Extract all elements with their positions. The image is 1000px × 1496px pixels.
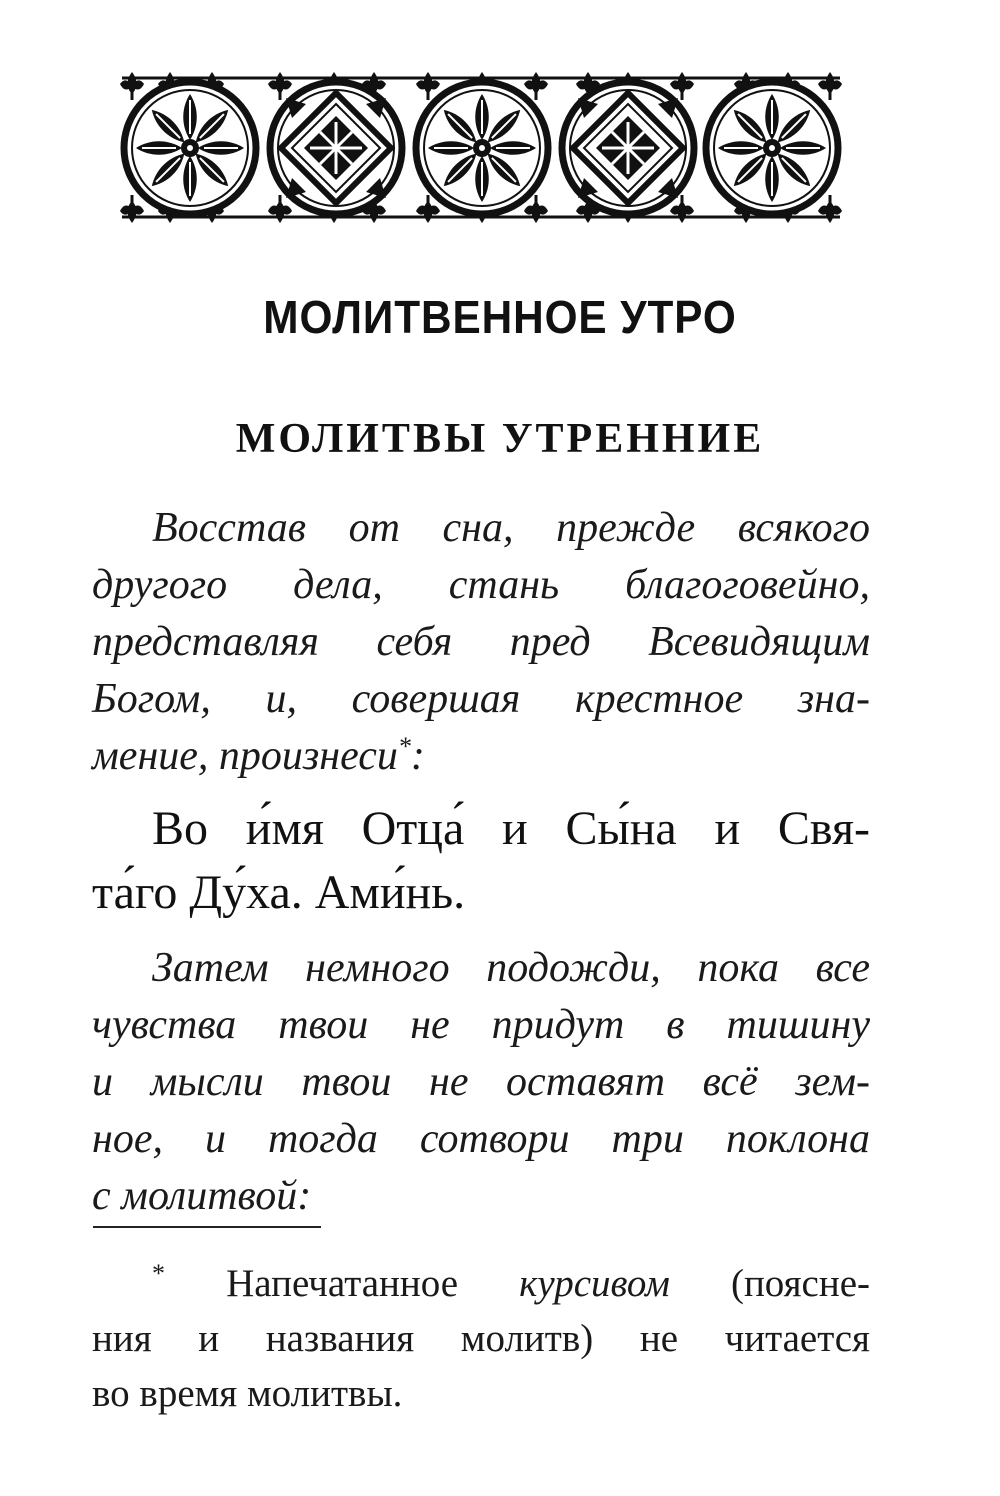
- text-line: Восстав от сна, прежде всякого: [152, 505, 870, 551]
- ornament-band-icon: [120, 70, 842, 225]
- footnote-line: [92, 1256, 870, 1311]
- text-line: с молитвой:: [92, 1173, 312, 1219]
- footnote-text: Напечатанное: [226, 1262, 459, 1305]
- footnote-line: во время молитвы.: [92, 1372, 403, 1415]
- page-title: МОЛИТВЕННОЕ УТРО: [263, 291, 737, 343]
- text-line: представляя себя пред Всевидящим: [92, 619, 870, 665]
- prayer-line: та́го Ду́ха. Ами́нь.: [92, 866, 466, 919]
- footnote-italic-word: курсивом: [519, 1262, 670, 1305]
- text-line: чувства твои не придут в тишину: [92, 1002, 870, 1048]
- text-line: ное, и тогда сотвори три поклона: [92, 1116, 870, 1162]
- footnote-marker: *: [397, 732, 411, 761]
- prayer-line: Во и́мя Отца́ и Сы́на и Свя-: [152, 802, 870, 855]
- footnote-divider: [93, 1226, 321, 1228]
- footnote-text: (поясне-: [730, 1262, 870, 1305]
- trailing-punctuation: :: [410, 733, 425, 779]
- footnote: [92, 1256, 870, 1421]
- text-line: Затем немного подожди, пока все: [152, 945, 870, 991]
- text-line: и мысли твои не оставят всё зем-: [92, 1059, 870, 1105]
- text-line: [92, 728, 870, 785]
- text-line: другого дела, стань благоговейно,: [92, 562, 870, 608]
- text-line: Богом, и, совершая крестное зна-: [92, 676, 870, 722]
- text-line-content: мение, произнеси: [92, 733, 398, 779]
- prayer-text: [92, 797, 870, 925]
- section-subtitle: МОЛИТВЫ УТРЕННИЕ: [235, 416, 765, 462]
- instruction-paragraph-1: [92, 500, 870, 785]
- instruction-paragraph-2: [92, 940, 870, 1225]
- footnote-marker: *: [152, 1259, 165, 1288]
- footnote-line: ния и названия молитв) не читается: [92, 1317, 870, 1360]
